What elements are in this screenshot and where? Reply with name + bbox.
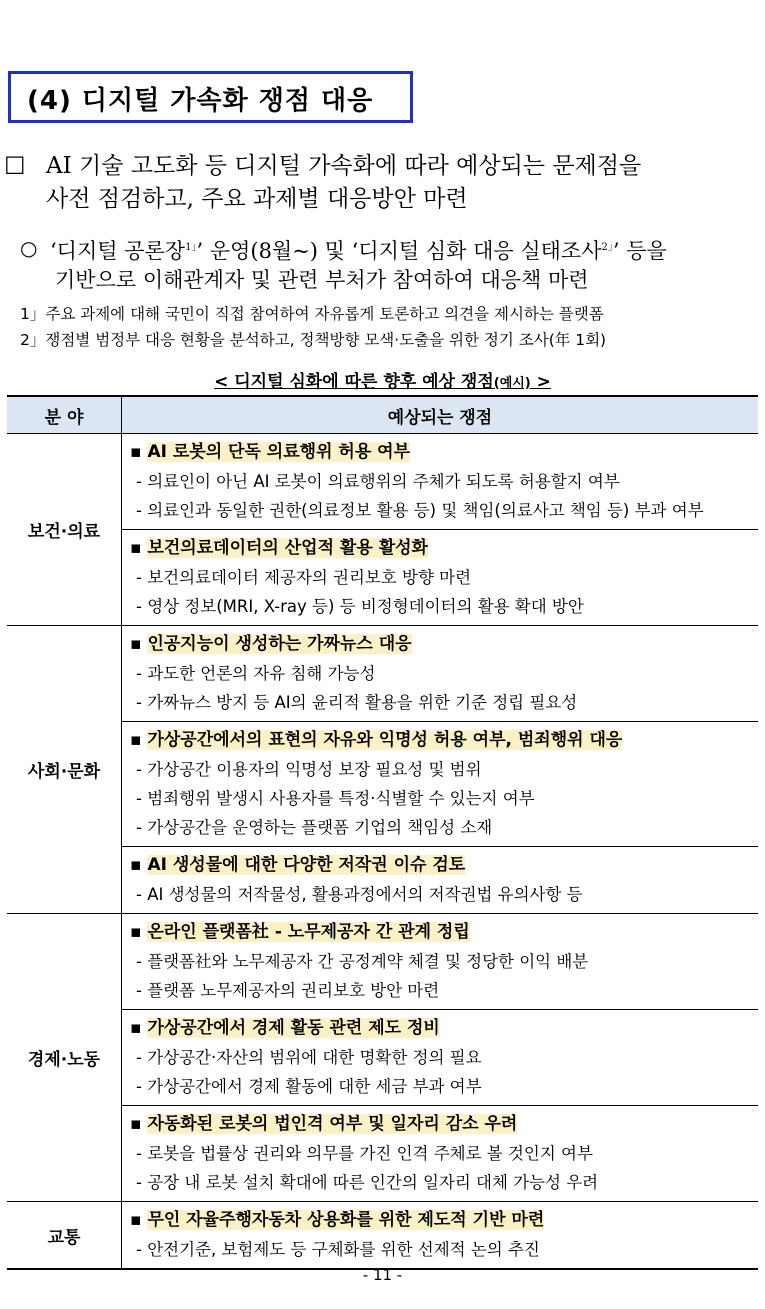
issue-title bbox=[130, 1206, 758, 1235]
issue-title-text: 인공지능이 생성하는 가짜뉴스 대응 bbox=[147, 634, 412, 654]
issue-title bbox=[130, 534, 758, 563]
issue-title-text: 온라인 플랫폼社 - 노무제공자 간 관계 정립 bbox=[147, 922, 470, 942]
field-cell: 사회·문화 bbox=[7, 626, 122, 914]
issue-cell bbox=[122, 530, 759, 626]
issue-cell bbox=[122, 626, 759, 722]
issue-detail: - 플랫폼社와 노무제공자 간 공정계약 체결 및 정당한 이익 배분 bbox=[136, 952, 589, 971]
square-bullet-icon: ▪ bbox=[130, 1114, 148, 1134]
issue-title bbox=[130, 1110, 758, 1139]
issue-detail: - 범죄행위 발생시 사용자를 특정·식별할 수 있는지 여부 bbox=[136, 789, 535, 808]
issue-detail: - 과도한 언론의 자유 침해 가능성 bbox=[136, 664, 376, 683]
table-caption: < 디지털 심화에 따른 향후 예상 쟁점(예시) > bbox=[214, 372, 551, 392]
issue-title-text: 무인 자율주행자동차 상용화를 위한 제도적 기반 마련 bbox=[147, 1210, 545, 1230]
field-cell: 경제·노동 bbox=[7, 914, 122, 1202]
issue-detail: - 가상공간에서 경제 활동에 대한 세금 부과 여부 bbox=[136, 1077, 482, 1096]
table-row bbox=[7, 626, 758, 722]
square-bullet-icon: ▪ bbox=[130, 922, 148, 942]
issue-detail: - 가상공간을 운영하는 플랫폼 기업의 책임성 소재 bbox=[136, 818, 493, 837]
square-bullet-icon: ▪ bbox=[130, 442, 148, 462]
issue-detail: - AI 생성물의 저작물성, 활용과정에서의 저작권법 유의사항 등 bbox=[136, 885, 583, 904]
issue-detail: - 가상공간·자산의 범위에 대한 명확한 정의 필요 bbox=[136, 1048, 482, 1067]
square-bullet-icon: ▪ bbox=[130, 538, 148, 558]
footnote-1: 1」주요 과제에 대해 국민이 직접 참여하여 자유롭게 토론하고 의견을 제시하는 플랫폼 bbox=[20, 305, 604, 323]
bullet-main-line1: AI 기술 고도화 등 디지털 가속화에 따라 예상되는 문제점을 bbox=[46, 153, 642, 179]
square-bullet-icon: ▪ bbox=[130, 1018, 148, 1038]
issue-cell bbox=[122, 434, 759, 530]
page-number: - 11 - bbox=[362, 1266, 403, 1284]
field-cell: 교통 bbox=[7, 1202, 122, 1270]
issue-detail: - 영상 정보(MRI, X-ray 등) 등 비정형데이터의 활용 확대 방안 bbox=[136, 597, 584, 616]
issue-detail: - 의료인이 아닌 AI 로봇이 의료행위의 주체가 되도록 허용할지 여부 bbox=[136, 472, 620, 491]
issue-detail: - 가짜뉴스 방지 등 AI의 윤리적 활용을 위한 기준 정립 필요성 bbox=[136, 693, 578, 712]
issue-cell bbox=[122, 914, 759, 1010]
issue-title bbox=[130, 1014, 758, 1043]
issue-title-text: 가상공간에서의 표현의 자유와 익명성 허용 여부, 범죄행위 대응 bbox=[147, 730, 623, 750]
issue-detail: - 보건의료데이터 제공자의 권리보호 방향 마련 bbox=[136, 568, 472, 587]
issue-title bbox=[130, 851, 758, 880]
issue-detail: - 로봇을 법률상 권리와 의무를 가진 인격 주체로 볼 것인지 여부 bbox=[136, 1144, 593, 1163]
issue-detail: - 안전기준, 보험제도 등 구체화를 위한 선제적 논의 추진 bbox=[136, 1240, 540, 1259]
issue-title-text: AI 생성물에 대한 다양한 저작권 이슈 검토 bbox=[147, 855, 466, 875]
issue-title bbox=[130, 918, 758, 947]
issue-cell bbox=[122, 847, 759, 914]
issue-cell bbox=[122, 1202, 759, 1270]
issue-title bbox=[130, 438, 758, 467]
field-cell: 보건·의료 bbox=[7, 434, 122, 626]
section-title: (4) 디지털 가속화 쟁점 대응 bbox=[27, 86, 374, 116]
header-field: 분 야 bbox=[7, 396, 122, 434]
issues-table bbox=[7, 395, 758, 1270]
issue-detail: - 가상공간 이용자의 익명성 보장 필요성 및 범위 bbox=[136, 760, 482, 779]
square-bullet-icon: ▪ bbox=[130, 855, 148, 875]
footnote-2: 2」쟁점별 범정부 대응 현황을 분석하고, 정책방향 모색·도출을 위한 정기 조사(年 1회) bbox=[20, 331, 607, 349]
issue-cell bbox=[122, 1010, 759, 1106]
issue-detail: - 의료인과 동일한 권한(의료정보 활용 등) 및 책임(의료사고 책임 등) 부과 여부 bbox=[136, 501, 704, 520]
issue-cell bbox=[122, 722, 759, 847]
header-issues: 예상되는 쟁점 bbox=[122, 396, 759, 434]
issue-title-text: 보건의료데이터의 산업적 활용 활성화 bbox=[147, 538, 428, 558]
issue-title-text: AI 로봇의 단독 의료행위 허용 여부 bbox=[147, 442, 411, 462]
issue-title bbox=[130, 726, 758, 755]
circle-bullet-icon: ○ bbox=[20, 236, 38, 260]
table-row bbox=[7, 1202, 758, 1270]
bullet-main-line2: 사전 점검하고, 주요 과제별 대응방안 마련 bbox=[46, 186, 468, 212]
issue-detail: - 플랫폼 노무제공자의 권리보호 방안 마련 bbox=[136, 981, 440, 1000]
issue-title bbox=[130, 630, 758, 659]
table-row bbox=[7, 914, 758, 1010]
section-title-box bbox=[8, 71, 413, 123]
square-bullet-icon: ▪ bbox=[130, 1210, 148, 1230]
square-bullet-icon: ▪ bbox=[130, 634, 148, 654]
issue-title-text: 자동화된 로봇의 법인격 여부 및 일자리 감소 우려 bbox=[147, 1114, 518, 1134]
table-row bbox=[7, 434, 758, 530]
bullet-sub-line2: 기반으로 이해관계자 및 관련 부처가 참여하여 대응책 마련 bbox=[55, 268, 589, 292]
issue-detail: - 공장 내 로봇 설치 확대에 따른 인간의 일자리 대체 가능성 우려 bbox=[136, 1173, 599, 1192]
square-bullet-icon: ☐ bbox=[4, 152, 26, 180]
issue-cell bbox=[122, 1106, 759, 1202]
bullet-sub-line1: ‘디지털 공론장$^{1」}$’ 운영(8월~) 및 ‘디지털 심화 대응 실태조사$^{2」}$’ 등을 bbox=[50, 239, 667, 263]
issue-title-text: 가상공간에서 경제 활동 관련 제도 정비 bbox=[147, 1018, 440, 1038]
square-bullet-icon: ▪ bbox=[130, 730, 148, 750]
